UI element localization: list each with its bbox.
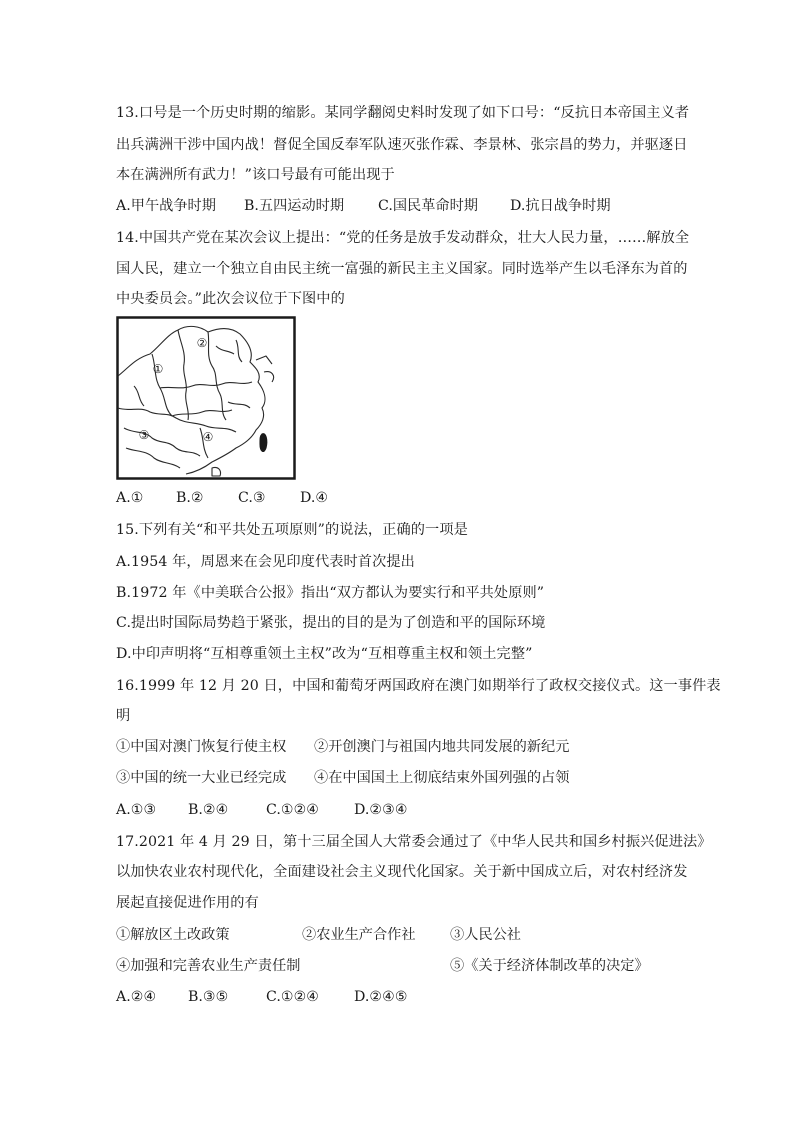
q13-stem-line-1: 13.口号是一个历史时期的缩影。某同学翻阅史料时发现了如下口号：“反抗日本帝国主义者 — [116, 105, 690, 121]
q15-stem: 15.下列有关“和平共处五项原则”的说法，正确的一项是 — [116, 522, 468, 538]
q17-item-2: ②农业生产合作社 — [302, 927, 416, 943]
q16-option-c: C.①②④ — [266, 802, 320, 818]
q14-stem-line-2: 国人民，建立一个独立自由民主统一富强的新民主主义国家。同时选举产生以毛泽东为首的 — [116, 261, 688, 277]
q17-item-5: ⑤《关于经济体制改革的决定》 — [450, 958, 649, 974]
q14-option-a: A.① — [116, 490, 144, 506]
q17-stem-line-2: 以加快农业农村现代化，全面建设社会主义现代化国家。关于新中国成立后，对农村经济发 — [116, 864, 688, 880]
q16-option-a: A.①③ — [116, 802, 157, 818]
map-label-1: ① — [152, 362, 164, 376]
q17-stem-line-3: 展起直接促进作用的有 — [116, 895, 259, 911]
map-label-3: ③ — [138, 428, 150, 442]
q15-option-c: C.提出时国际局势趋于紧张，提出的目的是为了创造和平的国际环境 — [116, 615, 546, 631]
q14-stem-line-1: 14.中国共产党在某次会议上提出：“党的任务是放手发动群众，壮大人民力量，……解放全 — [116, 230, 690, 246]
q16-option-d: D.②③④ — [354, 802, 408, 818]
map-label-2: ② — [196, 336, 208, 350]
q17-item-1: ①解放区土改政策 — [116, 927, 230, 943]
q14-option-c: C.③ — [238, 490, 266, 506]
q14-stem-line-3: 中央委员会。”此次会议位于下图中的 — [116, 291, 345, 307]
q16-item-2: ②开创澳门与祖国内地共同发展的新纪元 — [314, 739, 570, 755]
q13-option-b: B.五四运动时期 — [244, 198, 345, 214]
q13-option-c: C.国民革命时期 — [378, 198, 478, 214]
q13-option-d: D.抗日战争时期 — [510, 198, 611, 214]
q17-option-a: A.②④ — [116, 989, 157, 1005]
q17-option-c: C.①②④ — [266, 989, 320, 1005]
q13-stem-line-3: 本在满洲所有武力！”该口号最有可能出现于 — [116, 167, 395, 183]
q14-option-d: D.④ — [300, 490, 329, 506]
q16-stem-line-2: 明 — [116, 708, 131, 724]
q16-option-b: B.②④ — [188, 802, 229, 818]
q13-stem-line-2: 出兵满洲干涉中国内战！督促全国反奉军队速灭张作霖、李景林、张宗昌的势力，并驱逐日 — [116, 137, 688, 153]
q17-stem-line-1: 17.2021 年 4 月 29 日，第十三届全国人大常委会通过了《中华人民共和国乡村振兴促进法》 — [116, 834, 712, 850]
q16-item-4: ④在中国国土上彻底结束外国列强的占领 — [314, 770, 570, 786]
china-map-figure — [116, 316, 296, 480]
q15-option-d: D.中印声明将“互相尊重领土主权”改为“互相尊重主权和领土完整” — [116, 646, 533, 662]
q16-stem-line-1: 16.1999 年 12 月 20 日，中国和葡萄牙两国政府在澳门如期举行了政权交接仪式。这一事件表 — [116, 678, 721, 694]
q17-option-d: D.②④⑤ — [354, 989, 408, 1005]
q16-item-3: ③中国的统一大业已经完成 — [116, 770, 287, 786]
q17-item-3: ③人民公社 — [450, 927, 521, 943]
q17-option-b: B.③⑤ — [188, 989, 229, 1005]
q15-option-a: A.1954 年，周恩来在会见印度代表时首次提出 — [116, 554, 415, 570]
q14-option-b: B.② — [176, 490, 204, 506]
q15-option-b: B.1972 年《中美联合公报》指出“双方都认为要实行和平共处原则” — [116, 585, 545, 601]
q17-item-4: ④加强和完善农业生产责任制 — [116, 958, 301, 974]
map-label-4: ④ — [202, 430, 214, 444]
q16-item-1: ①中国对澳门恢复行使主权 — [116, 739, 287, 755]
q13-option-a: A.甲午战争时期 — [116, 198, 216, 214]
